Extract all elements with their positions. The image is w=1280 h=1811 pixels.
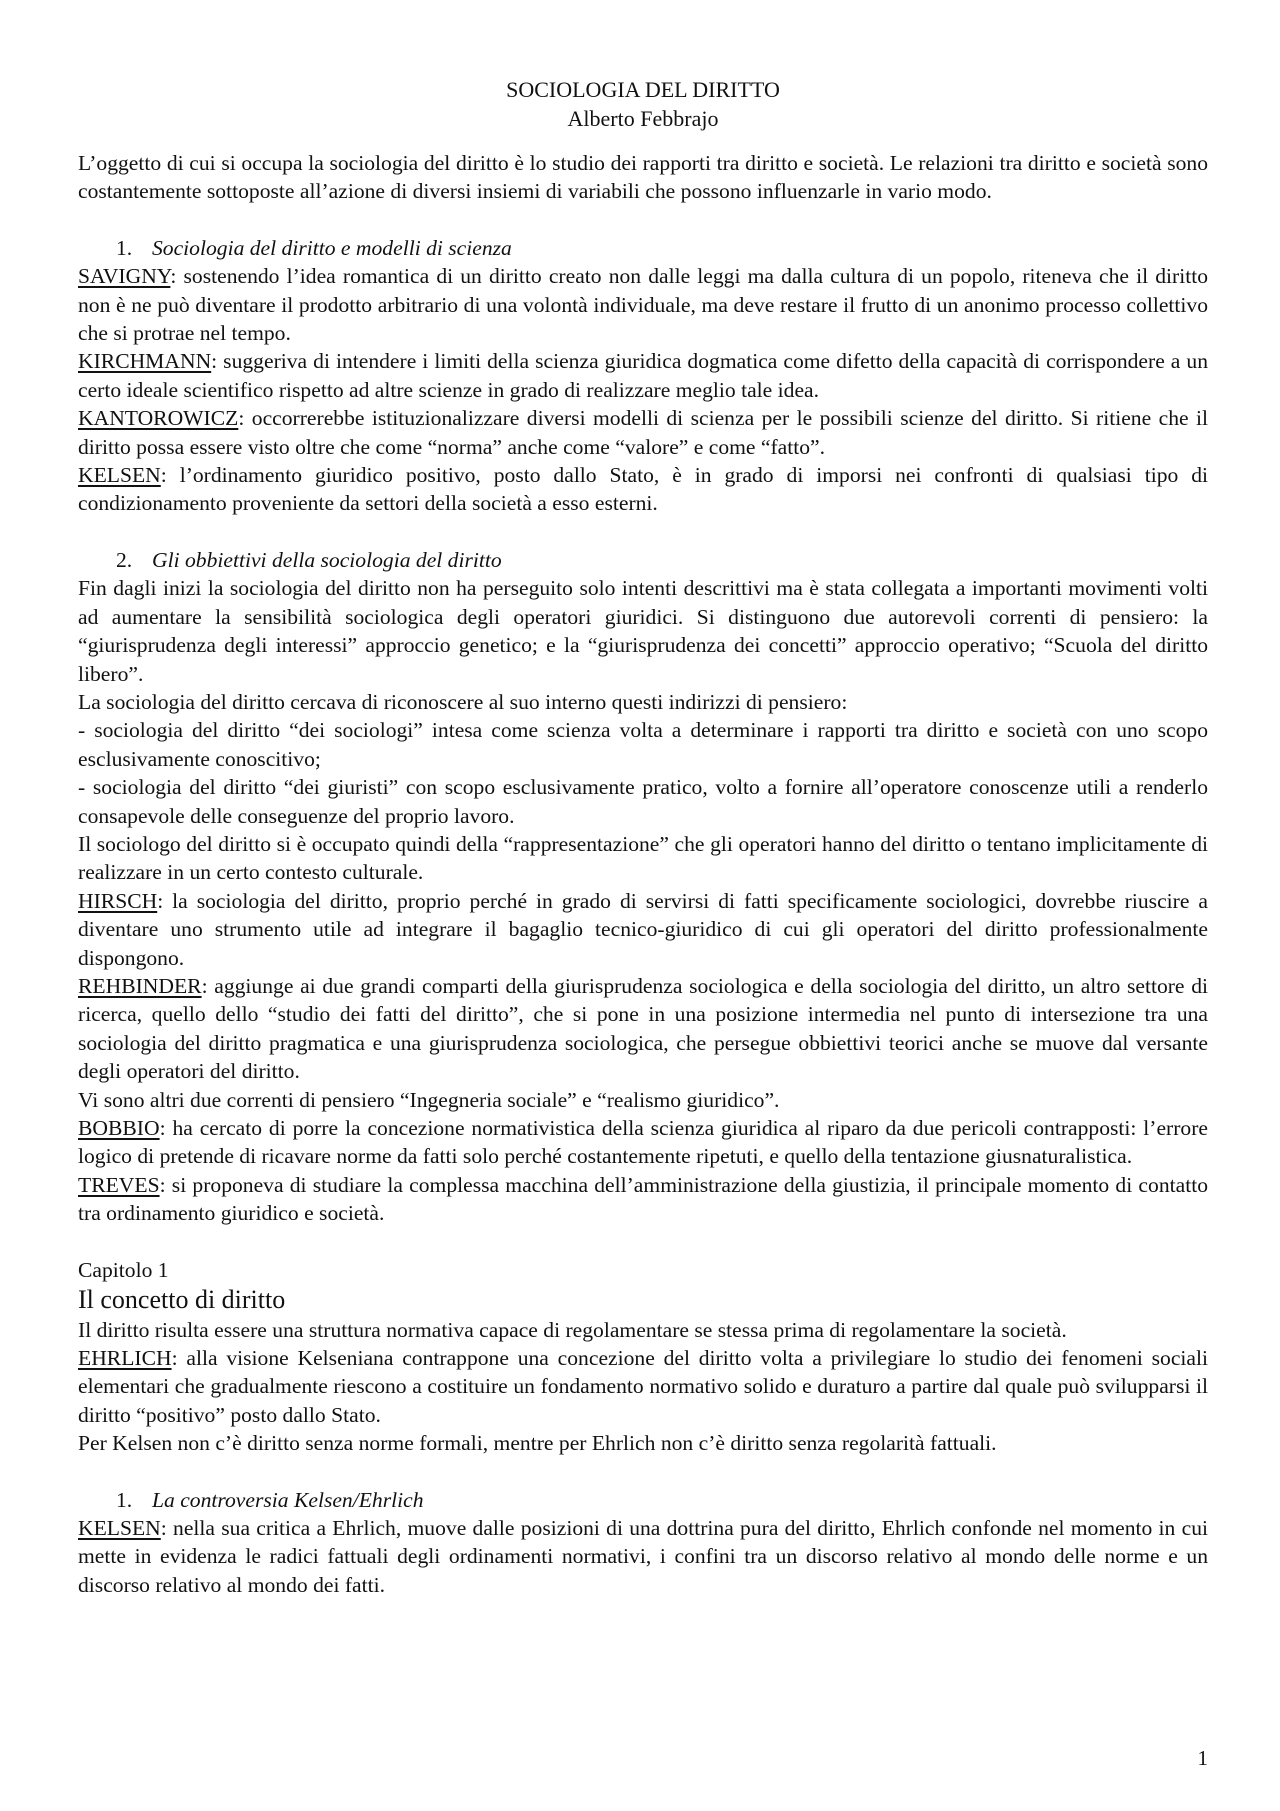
- entry-savigny: SAVIGNY: sostenendo l’idea romantica di un diritto creato non dalle leggi ma dalla cultura di un popolo, riteneva che il diritto non è ne può diventare il prodotto arbitrario di una volontà individuale, ma deve restare il frutto di un anonimo processo collettivo che si protrae nel tempo.: [78, 264, 1208, 346]
- author-name-treves: TREVES: [78, 1172, 160, 1197]
- section-2-title: Gli obbiettivi della sociologia del diritto: [152, 547, 502, 572]
- document-title: SOCIOLOGIA DEL DIRITTO: [506, 77, 780, 102]
- author-name-bobbio: BOBBIO: [78, 1116, 160, 1140]
- document-page: [78, 75, 1208, 1599]
- author-name-rehbinder: REHBINDER: [78, 973, 202, 998]
- chapter-title: Il concetto di diritto: [78, 1284, 286, 1314]
- author-name-kelsen-2: KELSEN: [78, 1516, 161, 1541]
- page-number: 1: [1197, 1746, 1208, 1770]
- section-2-paragraph-2: La sociologia del diritto cercava di riconoscere al suo interno questi indirizzi di pensiero:: [78, 689, 848, 714]
- title-block: [78, 75, 1208, 133]
- entry-kelsen-critique: KELSEN: nella sua critica a Ehrlich, muove dalle posizioni di una dottrina pura del diritto, Ehrlich confonde nel momento in cui mette in evidenza le radici fattuali degli ordinamenti normativi, i confini tra un discorso relativo al mondo delle norme e un discorso relativo al mondo dei fatti.: [78, 1516, 1208, 1597]
- chapter-1-subsection-heading: [78, 1486, 1208, 1514]
- entry-hirsch: HIRSCH: la sociologia del diritto, proprio perché in grado di servirsi di fatti specificamente sociologici, dovrebbe riuscire a diventare uno strumento utile ad integrare il bagaglio tecnico-giuridico di cui gli operatori del diritto professionalmente dispongono.: [78, 888, 1208, 970]
- entry-kirchmann: KIRCHMANN: suggeriva di intendere i limiti della scienza giuridica dogmatica come difetto della capacità di corrispondere a un certo ideale scientifico rispetto ad altre scienze in grado di realizzare meglio tale idea.: [78, 349, 1208, 402]
- section-2-paragraph-1: Fin dagli inizi la sociologia del diritto non ha perseguito solo intenti descrittivi ma è stata collegata a importanti movimenti volti ad aumentare la sensibilità sociologica degli operatori giuridici. Si distinguono due autorevoli correnti di pensiero: la “giurisprudenza degli interessi” approccio genetico; e la “giurisprudenza dei concetti” approccio operativo; “Scuola del diritto libero”.: [78, 576, 1208, 686]
- chapter-1-paragraph-1: Il diritto risulta essere una struttura normativa capace di regolamentare se stessa prima di regolamentare la società.: [78, 1317, 1067, 1342]
- chapter-label: Capitolo 1: [78, 1257, 169, 1282]
- entry-ehrlich: EHRLICH: alla visione Kelseniana contrappone una concezione del diritto volta a privilegiare lo studio dei fenomeni sociali elementari che gradualmente riescono a costituire un fondamento normativo solido e duraturo a partire dal quale può svilupparsi il diritto “positivo” posto dallo Stato.: [78, 1346, 1208, 1427]
- chapter-1-paragraph-2: Per Kelsen non c’è diritto senza norme formali, mentre per Ehrlich non c’è diritto senza regolarità fattuali.: [78, 1431, 997, 1456]
- intro-paragraph: L’oggetto di cui si occupa la sociologia del diritto è lo studio dei rapporti tra diritto e società. Le relazioni tra diritto e società sono costantemente sottoposte all’azione di diversi insiemi di variabili che possono influenzarle in vario modo.: [78, 151, 1208, 204]
- section-1-title: Sociologia del diritto e modelli di scienza: [152, 235, 512, 260]
- document-author: Alberto Febbrajo: [567, 106, 719, 131]
- section-2-paragraph-6: Vi sono altri due correnti di pensiero “Ingegneria sociale” e “realismo giuridico”.: [78, 1087, 780, 1112]
- entry-kelsen: KELSEN: l’ordinamento giuridico positivo, posto dallo Stato, è in grado di imporsi nei confronti di qualsiasi tipo di condizionamento proveniente da settori della società a esso esterni.: [78, 463, 1208, 516]
- author-name-hirsch: HIRSCH: [78, 888, 158, 913]
- section-2-paragraph-5: Il sociologo del diritto si è occupato quindi della “rappresentazione” che gli operatori hanno del diritto o tentano implicitamente di realizzare in un certo contesto culturale.: [78, 831, 1208, 885]
- section-2-list-item-2: - sociologia del diritto “dei giuristi” con scopo esclusivamente pratico, volto a fornire all’operatore conoscenze utili a renderlo consapevole delle conseguenze del proprio lavoro.: [78, 775, 1208, 828]
- section-2-list-item-1: - sociologia del diritto “dei sociologi” intesa come scienza volta a determinare i rapporti tra diritto e società con uno scopo esclusivamente conoscitivo;: [78, 718, 1208, 771]
- subsection-number: 1.: [116, 1487, 133, 1512]
- entry-bobbio: BOBBIO: ha cercato di porre la concezione normativistica della scienza giuridica al riparo da due pericoli contrapposti: l’errore logico di pretende di ricavare norme da fatti solo perché costantemente ripetuti, e quello della tentazione giusnaturalistica.: [78, 1116, 1208, 1169]
- author-name-kirchmann: KIRCHMANN: [78, 349, 212, 374]
- author-name-ehrlich: EHRLICH: [78, 1346, 172, 1371]
- entry-treves: TREVES: si proponeva di studiare la complessa macchina dell’amministrazione della giustizia, il principale momento di contatto tra ordinamento giuridico e società.: [78, 1172, 1208, 1226]
- section-1-number: 1.: [116, 235, 133, 260]
- section-1-heading: [78, 234, 1208, 262]
- subsection-title: La controversia Kelsen/Ehrlich: [152, 1487, 424, 1512]
- author-name-kelsen: KELSEN: [78, 463, 161, 488]
- section-2-number: 2.: [116, 547, 133, 572]
- entry-kantorowicz: KANTOROWICZ: occorrerebbe istituzionalizzare diversi modelli di scienza per le possibili scienze del diritto. Si ritiene che il diritto possa essere visto oltre che come “norma” anche come “valore” e come “fatto”.: [78, 406, 1208, 459]
- author-name-savigny: SAVIGNY: [78, 264, 171, 289]
- section-2-heading: [78, 546, 1208, 574]
- entry-rehbinder: REHBINDER: aggiunge ai due grandi comparti della giurisprudenza sociologica e della sociologia del diritto, un altro settore di ricerca, quello dello “studio dei fatti del diritto”, che si pone in una posizione intermedia nel punto di intersezione tra una sociologia del diritto pragmatica e una giurisprudenza sociologica, che persegue obbiettivi teorici anche se muove dal versante degli operatori del diritto.: [78, 973, 1208, 1084]
- author-name-kantorowicz: KANTOROWICZ: [78, 406, 239, 431]
